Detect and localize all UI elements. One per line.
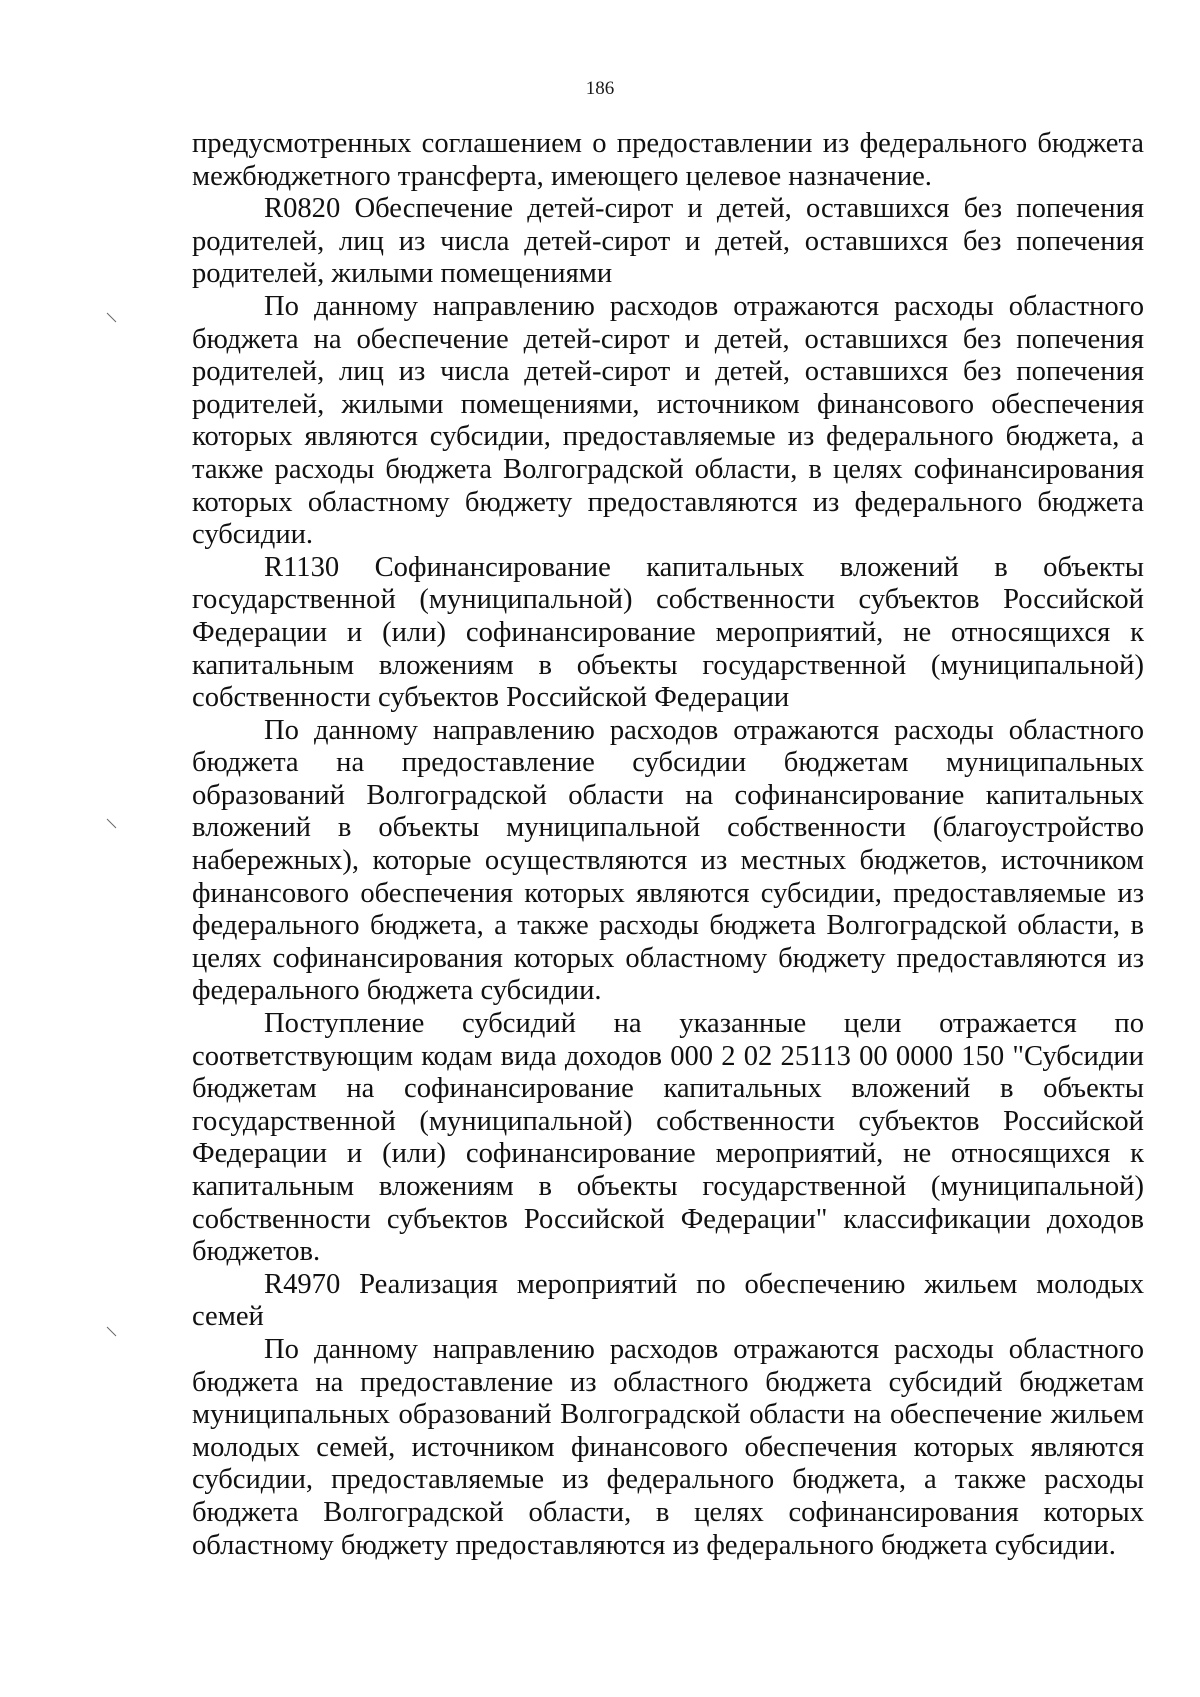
paragraph-r1130-revenue: Поступление субсидий на указанные цели отражается по соответствующим кодам вида доходов 000 2 02 25113 00 0000 150 "Субсидии бюджетам на софинансирование капитальных вложений в объекты государственной (муниципальной) собственности субъектов Российской Федерации и (или) софинансирование мероприятий, не относящихся к капитальным вложениям в объекты государственной (муниципальной) собственности субъектов Российской Федерации" классификации доходов бюджетов. (192, 1008, 1144, 1268)
scan-mark-icon (106, 1326, 120, 1340)
section-heading-r1130: R1130 Софинансирование капитальных вложений в объекты государственной (муниципальной) собственности субъектов Российской Федерации и (или) софинансирование мероприятий, не относящихся к капитальным вложениям в объекты государственной (муниципальной) собственности субъектов Российской Федерации (192, 551, 1144, 714)
section-heading-r0820: R0820 Обеспечение детей-сирот и детей, оставшихся без попечения родителей, лиц из числа детей-сирот и детей, оставшихся без попечения родителей, жилыми помещениями (192, 193, 1144, 290)
paragraph-r4970-description: По данному направлению расходов отражаются расходы областного бюджета на предоставление из областного бюджета субсидий бюджетам муниципальных образований Волгоградской области на обеспечение жильем молодых семей, источником финансового обеспечения которых являются субсидии, предоставляемые из федерального бюджета, а также расходы бюджета Волгоградской области, в целях софинансирования которых областному бюджету предоставляются из федерального бюджета субсидии. (192, 1333, 1144, 1561)
scan-mark-icon (106, 312, 120, 326)
paragraph-r1130-description: По данному направлению расходов отражаются расходы областного бюджета на предоставление субсидии бюджетам муниципальных образований Волгоградской области на софинансирование капитальных вложений в объекты муниципальной собственности (благоустройство набережных), которые осуществляются из местных бюджетов, источником финансового обеспечения которых являются субсидии, предоставляемые из федерального бюджета, а также расходы бюджета Волгоградской области, в целях софинансирования которых областному бюджету предоставляются из федерального бюджета субсидии. (192, 714, 1144, 1007)
paragraph-r0820-description: По данному направлению расходов отражаются расходы областного бюджета на обеспечение детей-сирот и детей, оставшихся без попечения родителей, лиц из числа детей-сирот и детей, оставшихся без попечения родителей, жилыми помещениями, источником финансового обеспечения которых являются субсидии, предоставляемые из федерального бюджета, а также расходы бюджета Волгоградской области, в целях софинансирования которых областному бюджету предоставляются из федерального бюджета субсидии. (192, 290, 1144, 551)
page-number: 186 (585, 78, 615, 99)
body-text (192, 128, 1144, 1562)
scan-mark-icon (106, 818, 120, 832)
paragraph-continuation: предусмотренных соглашением о предоставлении из федерального бюджета межбюджетного трансферта, имеющего целевое назначение. (192, 128, 1144, 192)
section-heading-r4970: R4970 Реализация мероприятий по обеспечению жильем молодых семей (192, 1268, 1144, 1333)
